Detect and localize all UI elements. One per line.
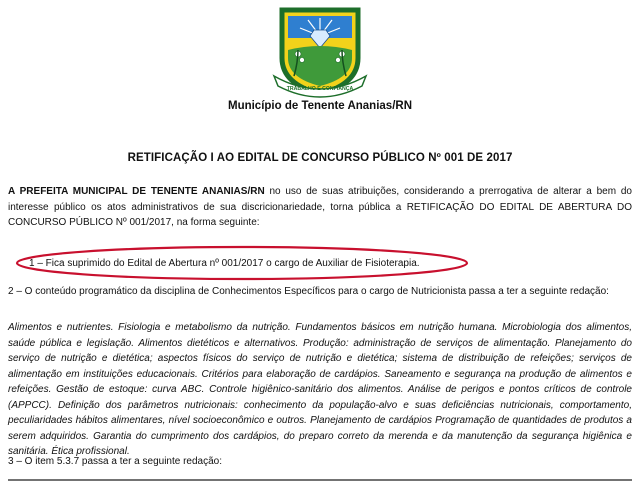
nutricionista-content: Alimentos e nutrientes. Fisiologia e metabolismo da nutrição. Fundamentos básicos em nutrição humana. Microbiologia dos alimentos, saúde pública e legislação. Alimentos dietéticos e alternativos. Produção: administração de serviços de alimentação. Planejamento do serviço de nutrição e dietética; aspectos físicos do serviço de nutrição e dietética; sistema de distribuição de refeições; serviços de alimentação em instituições educacionais. Critérios para elaboração de cardápios. Saneamento e segurança na produção de alimentos e refeições. Gestão de estoque: curva ABC. Controle higiênico-sanitário dos alimentos. Análise de perigos e pontos críticos de controle (APPCC). Definição dos parâmetros nutricionais: conhecimento da população-alvo e suas deficiências nutricionais, comportamento, peculiaridades hábitos alimentares, nível socioeconômico e outros. Planejamento de cardápios Programação de quantidades de produtos a serem adquiridos. Garantia do cumprimento dos cardápios, do preparo correto da merenda e da manutenção da segurança higiênica e sanitária. Ética profissional. — [8, 322, 632, 457]
item-1: 1 – Fica suprimido do Edital de Abertura nº 001/2017 o cargo de Auxiliar de Fisioterapia. — [29, 258, 420, 269]
intro-bold: A PREFEITA MUNICIPAL DE TENENTE ANANIAS/RN — [8, 186, 265, 197]
document-title: RETIFICAÇÃO I AO EDITAL DE CONCURSO PÚBLICO Nº 001 DE 2017 — [127, 152, 513, 164]
highlight-ellipse — [14, 244, 470, 284]
municipal-crest-icon — [268, 6, 372, 98]
crest-motto: TRABALHO E CONFIANÇA — [286, 86, 354, 92]
intro-text: no uso de suas atribuições, considerando a prerrogativa de alterar a bem do interesse público os atos administrativos de sua discricionariedade, torna pública a RETIFICAÇÃO DO EDITAL DE ABERTURA DO CONCURSO PÚBLICO Nº 001/2017, na forma seguinte: — [8, 186, 632, 228]
municipality-name: Município de Tenente Ananias/RN — [227, 100, 413, 112]
item-3: 3 – O item 5.3.7 passa a ter a seguinte redação: — [8, 456, 223, 467]
cut-off-text-line — [8, 474, 632, 482]
intro-paragraph — [8, 184, 632, 231]
item-2: 2 – O conteúdo programático da disciplina de Conhecimentos Específicos para o cargo de Nutricionista passa a ter a seguinte redação: — [8, 286, 609, 297]
